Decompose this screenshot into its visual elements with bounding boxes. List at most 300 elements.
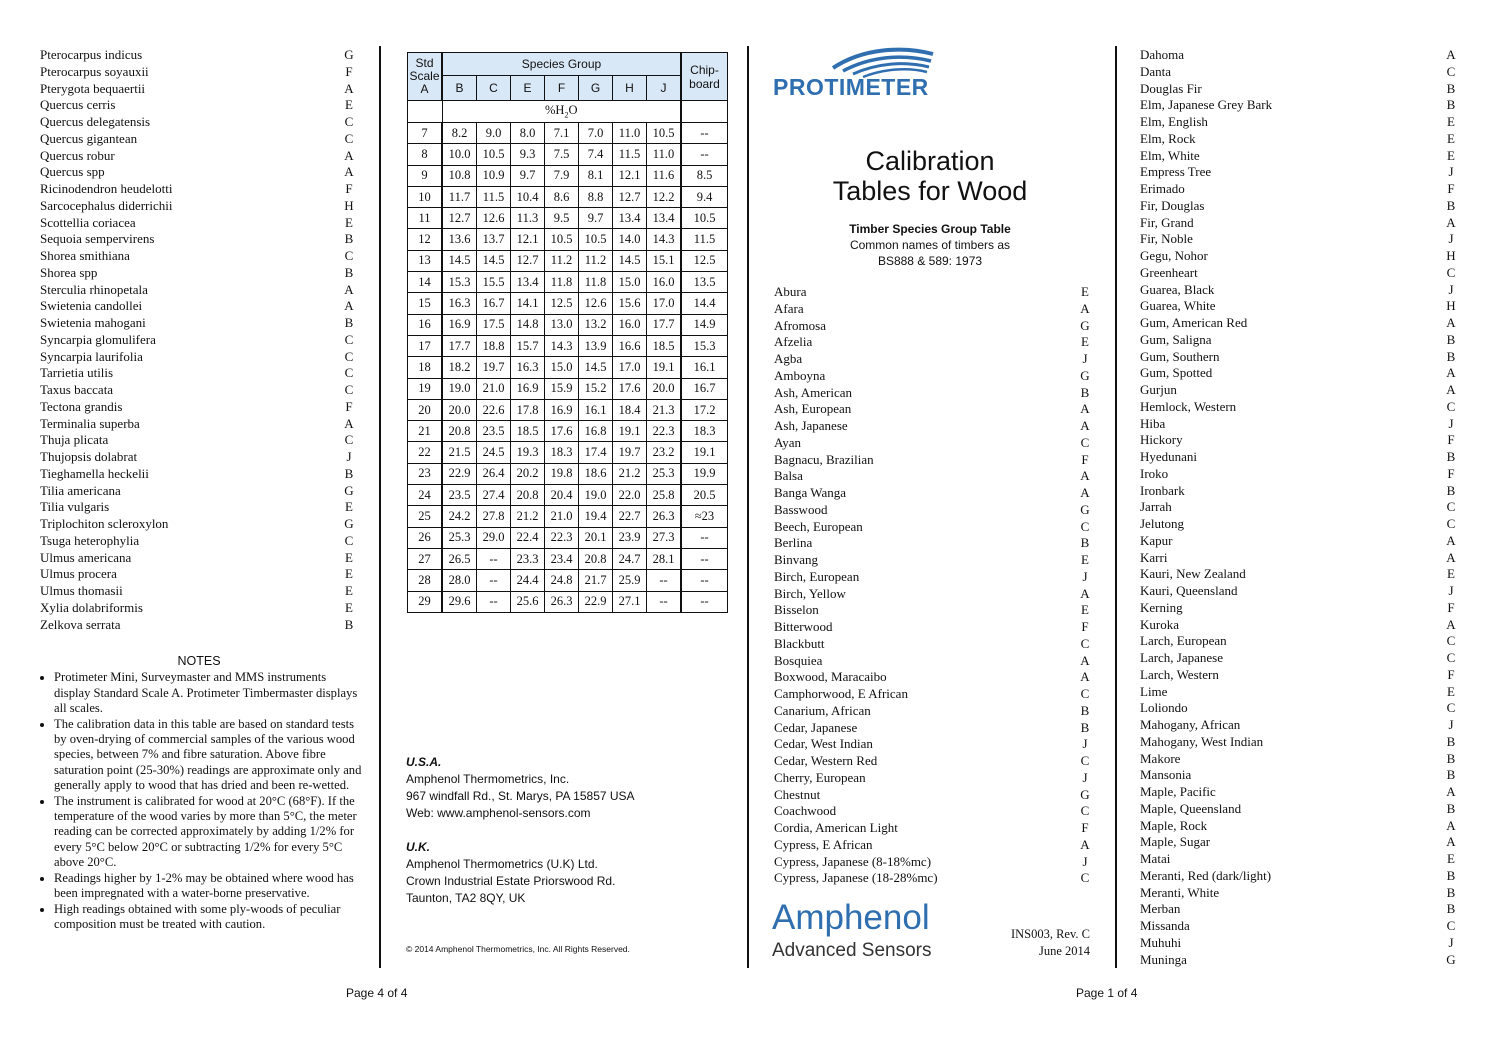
table-row [408, 335, 728, 356]
species-group: J [1082, 769, 1088, 785]
table-cell: 23.3 [511, 548, 545, 569]
species-row [40, 298, 356, 315]
table-cell: 27.4 [477, 485, 511, 506]
species-row [774, 401, 1092, 418]
species-row [1140, 801, 1458, 818]
unit-blank-chip [681, 101, 728, 123]
species-name: Abura [774, 284, 807, 299]
table-row [408, 314, 728, 335]
species-name: Kauri, New Zealand [1140, 566, 1246, 582]
unit-blank [408, 101, 443, 123]
table-cell: 23.9 [613, 527, 647, 548]
species-name: Erimado [1140, 181, 1185, 196]
species-row [40, 64, 356, 81]
table-cell: 18.2 [442, 357, 477, 378]
species-group: E [345, 599, 353, 615]
chipboard-cell: -- [681, 144, 728, 165]
species-name: Muninga [1140, 951, 1187, 967]
right-species-list [1140, 47, 1458, 968]
species-group: A [1446, 834, 1456, 850]
species-group: E [1447, 566, 1455, 582]
species-row [1140, 751, 1458, 768]
species-row [1140, 617, 1458, 634]
species-name: Pterocarpus soyauxii [40, 63, 149, 79]
group-column-header: E [511, 76, 545, 101]
left-species-list [40, 47, 356, 633]
species-row [1140, 818, 1458, 835]
note-item: • High readings obtained with some ply-woods of peculiar composition must be treated with caution. [54, 902, 362, 933]
species-group: F [345, 63, 353, 79]
table-cell: 10.5 [545, 229, 579, 250]
table-cell: 13.4 [511, 272, 545, 293]
species-name: Ulmus procera [40, 566, 117, 582]
table-cell: 18.5 [511, 421, 545, 442]
company-name: Amphenol [772, 898, 930, 937]
species-name: Syncarpia glomulifera [40, 331, 156, 347]
species-name: Cherry, European [774, 769, 866, 785]
species-group: J [1448, 231, 1454, 247]
species-row [1140, 952, 1458, 969]
chipboard-cell: 10.5 [681, 208, 728, 229]
species-row [1140, 164, 1458, 181]
species-name: Boxwood, Maracaibo [774, 669, 887, 685]
species-row [1140, 734, 1458, 751]
table-cell: 12.2 [647, 186, 682, 207]
species-row [774, 736, 1092, 753]
page-number-left: Page 4 of 4 [346, 986, 408, 1000]
species-group: C [344, 331, 354, 347]
table-row [408, 570, 728, 591]
table-row [408, 527, 728, 548]
species-name: Afromosa [774, 317, 826, 333]
species-row [1140, 365, 1458, 382]
table-cell: 13.4 [647, 208, 682, 229]
species-name: Banga Wanga [774, 485, 846, 500]
species-name: Bosquiea [774, 652, 823, 668]
species-row [1140, 198, 1458, 215]
species-name: Tarrietia utilis [40, 365, 114, 381]
species-row [774, 535, 1092, 552]
table-cell: 12.1 [511, 229, 545, 250]
species-row [40, 466, 356, 483]
table-cell: 20.8 [442, 421, 477, 442]
std-scale-cell: 10 [408, 186, 443, 207]
species-group: F [1081, 451, 1089, 467]
table-cell: 11.7 [442, 186, 477, 207]
species-name: Bagnacu, Brazilian [774, 451, 874, 467]
table-row [408, 165, 728, 186]
chipboard-cell: 13.5 [681, 272, 728, 293]
species-group: J [346, 449, 352, 464]
species-row [774, 854, 1092, 871]
table-cell: 24.2 [442, 506, 477, 527]
species-name: Jelutong [1140, 516, 1185, 531]
species-row [1140, 499, 1458, 516]
table-cell: 21.0 [545, 506, 579, 527]
species-row [1140, 298, 1458, 315]
table-cell: 27.1 [613, 591, 647, 612]
chipboard-cell: 12.5 [681, 250, 728, 271]
table-cell: 24.8 [545, 570, 579, 591]
species-row [1140, 483, 1458, 500]
species-row [774, 753, 1092, 770]
table-cell: 16.6 [613, 335, 647, 356]
species-group: A [1446, 214, 1456, 230]
table-cell: 7.5 [545, 144, 579, 165]
species-row [774, 318, 1092, 335]
species-row [1140, 97, 1458, 114]
species-row [1140, 516, 1458, 533]
chipboard-cell: 14.4 [681, 293, 728, 314]
species-name: Karri [1140, 549, 1168, 565]
usa-line: Web: www.amphenol-sensors.com [406, 806, 591, 820]
std-scale-cell: 21 [408, 421, 443, 442]
table-cell: 11.8 [545, 272, 579, 293]
species-name: Mahogany, African [1140, 717, 1241, 732]
species-group: E [1447, 114, 1455, 129]
table-row [408, 548, 728, 569]
table-cell: 19.1 [647, 357, 682, 378]
std-scale-label: Std Scale A [409, 56, 440, 96]
protimeter-logo [773, 46, 943, 107]
species-name: Mahogany, West Indian [1140, 733, 1264, 749]
species-row [40, 282, 356, 299]
species-group: B [1080, 702, 1090, 718]
subtitle-heading: Timber Species Group Table [849, 222, 1011, 236]
species-row [774, 468, 1092, 485]
species-name: Greenheart [1140, 264, 1198, 280]
species-row [1140, 650, 1458, 667]
table-cell: 20.1 [579, 527, 613, 548]
table-row [408, 123, 728, 144]
table-cell: 8.6 [545, 186, 579, 207]
std-scale-cell: 24 [408, 485, 443, 506]
table-cell: 16.1 [579, 399, 613, 420]
species-row [1140, 332, 1458, 349]
species-name: Swietenia mahogani [40, 315, 146, 330]
species-name: Iroko [1140, 465, 1169, 481]
table-cell: 11.2 [545, 250, 579, 271]
species-group: A [1080, 585, 1090, 601]
column-divider-2 [747, 46, 749, 968]
table-cell: 13.0 [545, 314, 579, 335]
species-name: Terminalia superba [40, 415, 140, 431]
species-group: B [1080, 719, 1090, 735]
species-group: C [344, 114, 354, 129]
table-cell: 10.4 [511, 186, 545, 207]
table-cell: 19.4 [579, 506, 613, 527]
table-cell: 16.0 [647, 272, 682, 293]
species-group: C [1080, 753, 1090, 768]
species-row [774, 837, 1092, 854]
species-name: Meranti, White [1140, 884, 1220, 900]
table-cell: 10.9 [477, 165, 511, 186]
division-name: Advanced Sensors [772, 940, 932, 961]
species-group: A [1080, 485, 1090, 500]
species-row [1140, 633, 1458, 650]
species-group: A [1080, 652, 1090, 668]
species-row [40, 47, 356, 64]
table-row [408, 463, 728, 484]
table-cell: 17.4 [579, 442, 613, 463]
species-name: Merban [1140, 901, 1181, 917]
species-group: A [344, 298, 354, 314]
table-cell: 7.1 [545, 123, 579, 144]
species-name: Canarium, African [774, 702, 871, 718]
species-row [1140, 533, 1458, 550]
species-row [1140, 784, 1458, 801]
table-cell: 13.2 [579, 314, 613, 335]
species-name: Gum, Spotted [1140, 365, 1213, 381]
species-name: Bisselon [774, 602, 819, 618]
species-name: Cypress, Japanese (18-28%mc) [774, 870, 938, 886]
species-name: Gum, Southern [1140, 348, 1220, 364]
species-group: H [1446, 298, 1456, 314]
species-row [1140, 416, 1458, 433]
species-row [774, 703, 1092, 720]
species-group: B [1446, 197, 1456, 213]
species-row [40, 432, 356, 449]
table-cell: 26.3 [647, 506, 682, 527]
table-cell: 14.5 [613, 250, 647, 271]
species-name: Kerning [1140, 599, 1183, 615]
table-cell: 11.0 [647, 144, 682, 165]
table-cell: 14.1 [511, 293, 545, 314]
species-group: B [1446, 800, 1456, 816]
species-group: E [345, 566, 353, 582]
table-cell: 20.8 [579, 548, 613, 569]
species-row [40, 114, 356, 131]
std-scale-cell: 8 [408, 144, 443, 165]
table-row [408, 229, 728, 250]
table-cell: 21.7 [579, 570, 613, 591]
table-cell: 9.7 [511, 165, 545, 186]
species-row [40, 164, 356, 181]
table-cell: 19.0 [579, 485, 613, 506]
species-name: Meranti, Red (dark/light) [1140, 867, 1272, 883]
species-name: Triplochiton scleroxylon [40, 516, 169, 531]
species-name: Shorea smithiana [40, 248, 130, 263]
species-row [1140, 918, 1458, 935]
std-scale-cell: 11 [408, 208, 443, 229]
species-group: A [1446, 315, 1456, 330]
table-cell: 25.8 [647, 485, 682, 506]
species-name: Gurjun [1140, 382, 1177, 397]
species-group: B [1446, 331, 1456, 347]
species-row [774, 385, 1092, 402]
std-scale-cell: 28 [408, 570, 443, 591]
species-name: Larch, Western [1140, 666, 1219, 682]
species-name: Cypress, Japanese (8-18%mc) [774, 853, 932, 869]
chipboard-cell: -- [681, 123, 728, 144]
species-name: Quercus delegatensis [40, 114, 151, 129]
table-cell: 20.0 [647, 378, 682, 399]
species-name: Empress Tree [1140, 164, 1212, 180]
species-group: E [1447, 683, 1455, 699]
species-group: C [344, 432, 354, 448]
table-cell: 17.6 [613, 378, 647, 399]
species-name: Guarea, Black [1140, 281, 1215, 297]
table-cell: 9.7 [579, 208, 613, 229]
table-cell: 15.0 [545, 357, 579, 378]
species-name: Quercus cerris [40, 97, 116, 113]
species-group: F [345, 181, 353, 196]
table-cell: -- [477, 570, 511, 591]
table-cell: 7.9 [545, 165, 579, 186]
table-cell: 19.0 [442, 378, 477, 399]
species-group: B [1446, 80, 1456, 96]
table-cell: 29.6 [442, 591, 477, 612]
species-name: Quercus spp [40, 164, 105, 180]
species-group: A [344, 281, 354, 297]
table-row [408, 293, 728, 314]
species-row [1140, 717, 1458, 734]
species-group: E [1447, 130, 1455, 146]
species-row [774, 452, 1092, 469]
species-row [40, 198, 356, 215]
std-scale-cell: 16 [408, 314, 443, 335]
species-row [1140, 265, 1458, 282]
table-cell: 15.9 [545, 378, 579, 399]
species-group: F [1447, 432, 1455, 448]
table-cell: 20.2 [511, 463, 545, 484]
species-group: A [1080, 401, 1090, 417]
species-group: B [344, 465, 354, 481]
uk-line: Crown Industrial Estate Priorswood Rd. [406, 874, 616, 888]
species-group: G [1080, 317, 1090, 333]
calibration-table [407, 52, 728, 613]
species-row [1140, 583, 1458, 600]
species-row [40, 365, 356, 382]
table-cell: 16.3 [442, 293, 477, 314]
chipboard-cell: 20.5 [681, 485, 728, 506]
table-cell: 17.7 [442, 335, 477, 356]
species-row [40, 97, 356, 114]
species-name: Larch, European [1140, 633, 1227, 649]
species-name: Cypress, E African [774, 836, 873, 852]
species-group: C [344, 532, 354, 548]
std-scale-cell: 15 [408, 293, 443, 314]
table-cell: 15.6 [613, 293, 647, 314]
table-cell: 19.1 [613, 421, 647, 442]
table-cell: 21.2 [511, 506, 545, 527]
table-cell: 15.3 [442, 272, 477, 293]
species-row [40, 315, 356, 332]
table-cell: 16.9 [511, 378, 545, 399]
species-row [40, 600, 356, 617]
table-cell: 16.7 [477, 293, 511, 314]
species-name: Hiba [1140, 415, 1166, 431]
species-name: Shorea spp [40, 264, 98, 280]
species-name: Xylia dolabriformis [40, 599, 143, 615]
species-row [774, 870, 1092, 887]
note-item: • Readings higher by 1-2% may be obtained where wood has been impregnated with a water-borne preservative. [54, 871, 362, 902]
species-name: Elm, English [1140, 114, 1208, 129]
species-group: F [1447, 666, 1455, 682]
species-name: Basswood [774, 501, 828, 517]
species-group: A [1446, 549, 1456, 565]
species-group: E [1081, 552, 1089, 567]
species-group: H [344, 197, 354, 213]
species-group: A [1080, 836, 1090, 852]
table-cell: 20.0 [442, 399, 477, 420]
species-row [774, 485, 1092, 502]
species-name: Cedar, Western Red [774, 753, 878, 768]
species-group: C [1446, 264, 1456, 280]
species-name: Fir, Grand [1140, 214, 1194, 230]
chipboard-cell: -- [681, 570, 728, 591]
species-name: Camphorwood, E African [774, 686, 908, 701]
species-group: C [344, 248, 354, 263]
table-cell: 11.8 [579, 272, 613, 293]
species-group: F [1081, 619, 1089, 634]
species-name: Kauri, Queensland [1140, 583, 1238, 598]
table-cell: 22.0 [613, 485, 647, 506]
species-row [774, 686, 1092, 703]
table-cell: 11.2 [579, 250, 613, 271]
species-group: A [1446, 382, 1456, 397]
table-cell: 23.4 [545, 548, 579, 569]
species-group: F [1447, 181, 1455, 196]
chipboard-cell: 16.1 [681, 357, 728, 378]
species-group: C [1446, 918, 1456, 933]
species-group: E [345, 583, 353, 598]
table-cell: 15.1 [647, 250, 682, 271]
table-cell: 12.7 [442, 208, 477, 229]
chipboard-cell: 16.7 [681, 378, 728, 399]
table-cell: 12.7 [613, 186, 647, 207]
table-cell: 25.3 [647, 463, 682, 484]
species-group: A [1080, 418, 1090, 433]
species-group: B [1446, 733, 1456, 749]
table-cell: 20.8 [511, 485, 545, 506]
table-row [408, 186, 728, 207]
doc-id: INS003, Rev. C [1010, 927, 1090, 941]
uk-label: U.K. [406, 840, 430, 854]
species-name: Ash, European [774, 401, 852, 417]
species-row [1140, 282, 1458, 299]
species-row [1140, 248, 1458, 265]
usa-line: Amphenol Thermometrics, Inc. [406, 772, 570, 786]
table-cell: 11.5 [477, 186, 511, 207]
species-group: E [345, 97, 353, 113]
address-block [406, 754, 736, 907]
table-cell: 9.3 [511, 144, 545, 165]
species-row [774, 602, 1092, 619]
species-group: A [344, 147, 354, 163]
species-name: Syncarpia laurifolia [40, 348, 143, 364]
species-group: J [1448, 934, 1454, 950]
chipboard-cell: 15.3 [681, 335, 728, 356]
table-row [408, 144, 728, 165]
species-row [40, 382, 356, 399]
species-row [774, 435, 1092, 452]
species-row [1140, 131, 1458, 148]
table-cell: 19.7 [477, 357, 511, 378]
table-cell: 21.3 [647, 399, 682, 420]
species-row [774, 569, 1092, 586]
species-name: Bitterwood [774, 619, 833, 634]
table-cell: 8.8 [579, 186, 613, 207]
table-cell: 24.4 [511, 570, 545, 591]
species-group: C [1080, 434, 1090, 450]
species-name: Ricinodendron heudelotti [40, 181, 173, 196]
table-cell: -- [647, 591, 682, 612]
species-group: B [1446, 750, 1456, 766]
species-group: E [345, 499, 353, 515]
table-cell: 7.0 [579, 123, 613, 144]
species-group: B [344, 616, 354, 632]
